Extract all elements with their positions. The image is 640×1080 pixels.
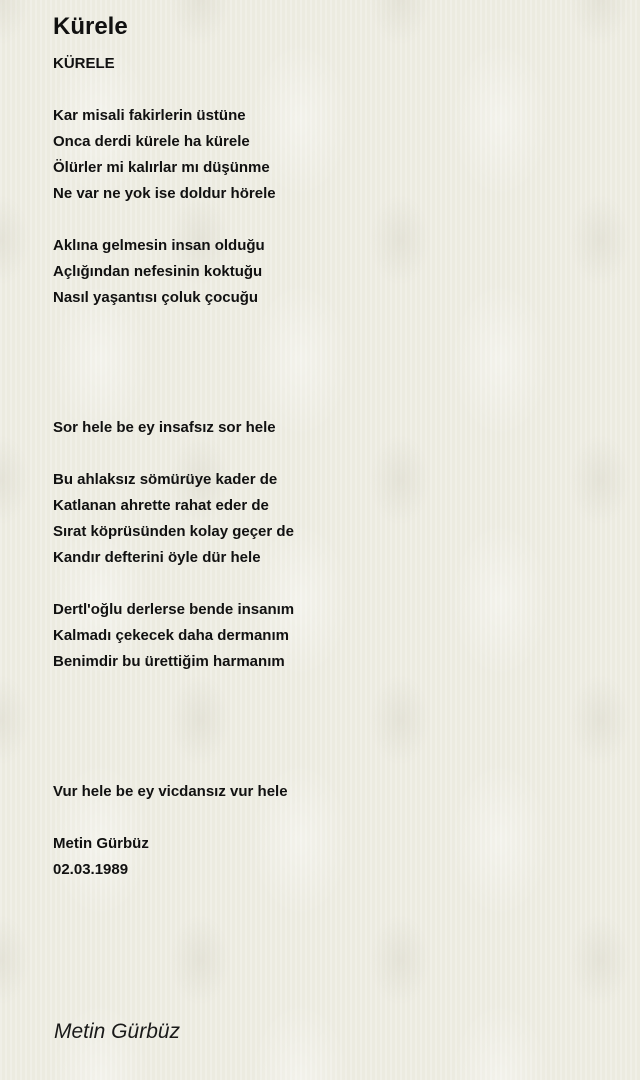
poem-line: Onca derdi kürele ha kürele xyxy=(53,133,250,150)
poem-line: Kalmadı çekecek daha dermanım xyxy=(53,627,289,644)
poem-line: Sor hele be ey insafsız sor hele xyxy=(53,419,276,436)
poem-body xyxy=(53,51,613,883)
stanza-gap xyxy=(53,363,613,389)
poem-line: Dertl'oğlu derlerse bende insanım xyxy=(53,601,295,618)
poem-line: Bu ahlaksız sömürüye kader de xyxy=(53,471,278,488)
poem-line: Açlığından nefesinin koktuğu xyxy=(53,263,263,280)
stanza-gap xyxy=(53,311,613,337)
stanza-gap xyxy=(53,753,613,779)
stanza-gap xyxy=(53,389,613,415)
stanza-gap xyxy=(53,675,613,701)
author-signature: Metin Gürbüz xyxy=(54,1020,181,1043)
poem-line: Ne var ne yok ise doldur hörele xyxy=(53,185,276,202)
stanza-gap xyxy=(53,207,613,233)
page-title: Kürele xyxy=(53,13,128,40)
poem-author: Metin Gürbüz xyxy=(53,835,149,852)
poem-date: 02.03.1989 xyxy=(53,861,129,878)
stanza-gap xyxy=(53,441,613,467)
stanza-gap xyxy=(53,337,613,363)
stanza-gap xyxy=(53,77,613,103)
poem-line: Benimdir bu ürettiğim harmanım xyxy=(53,653,285,670)
stanza-gap xyxy=(53,701,613,727)
poem-line: KÜRELE xyxy=(53,55,115,72)
poem-line: Kandır defterini öyle dür hele xyxy=(53,549,261,566)
stanza-gap xyxy=(53,571,613,597)
poem-line: Ölürler mi kalırlar mı düşünme xyxy=(53,159,270,176)
poem-line: Nasıl yaşantısı çoluk çocuğu xyxy=(53,289,259,306)
poem-line: Kar misali fakirlerin üstüne xyxy=(53,107,246,124)
poem-line: Sırat köprüsünden kolay geçer de xyxy=(53,523,294,540)
stanza-gap xyxy=(53,727,613,753)
stanza-gap xyxy=(53,805,613,831)
poem-line: Vur hele be ey vicdansız vur hele xyxy=(53,783,288,800)
poem-line: Katlanan ahrette rahat eder de xyxy=(53,497,269,514)
poem-line: Aklına gelmesin insan olduğu xyxy=(53,237,265,254)
